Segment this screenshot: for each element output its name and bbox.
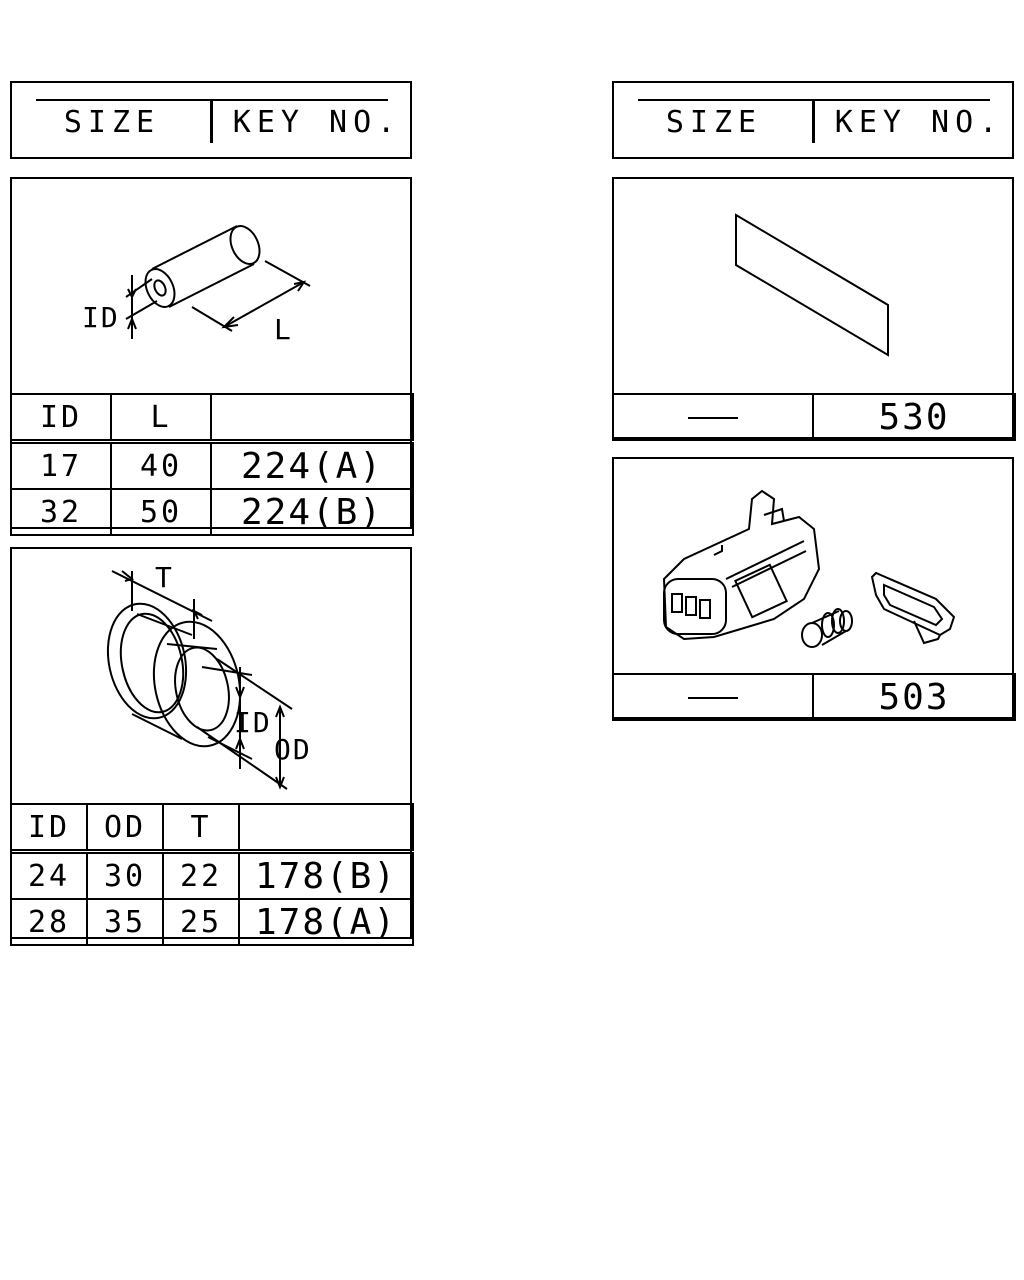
key-no-cell: 530 xyxy=(813,394,1015,440)
id-cell: 24 xyxy=(11,852,87,900)
id-cell: 28 xyxy=(11,899,87,945)
length-cell: 50 xyxy=(111,489,211,535)
left-header-box xyxy=(10,81,412,159)
table-row xyxy=(11,442,413,490)
table-header-row xyxy=(11,394,413,442)
sheet-panel xyxy=(612,177,1014,439)
table-row xyxy=(613,674,1015,720)
sheet-spec-table xyxy=(612,393,1016,441)
grommet-diagram xyxy=(12,549,410,804)
thickness-cell: 25 xyxy=(163,899,239,945)
od-cell: 35 xyxy=(87,899,163,945)
tube-diagram xyxy=(12,179,410,394)
key-no-header-label: KEY NO. xyxy=(232,105,402,140)
key-no-cell: 178(A) xyxy=(239,899,413,945)
table-row xyxy=(11,489,413,535)
table-row xyxy=(613,394,1015,440)
table-header-row xyxy=(11,804,413,852)
no-size-dash xyxy=(688,417,738,419)
size-cell xyxy=(613,674,813,720)
column-header: OD xyxy=(87,804,163,852)
table-row xyxy=(11,852,413,900)
connector-spec-table xyxy=(612,673,1016,721)
sheet-shape xyxy=(736,215,888,355)
tube-id-label: ID xyxy=(82,301,120,334)
column-header: T xyxy=(163,804,239,852)
column-header xyxy=(239,804,413,852)
column-header: ID xyxy=(11,804,87,852)
id-cell: 17 xyxy=(11,442,111,490)
grommet-t-label: T xyxy=(155,561,172,594)
tube-panel xyxy=(10,177,412,533)
size-header-label: SIZE xyxy=(665,105,763,140)
tube-spec-table xyxy=(10,393,414,536)
id-cell: 32 xyxy=(11,489,111,535)
grommet-spec-table xyxy=(10,803,414,946)
grommet-id-label: ID xyxy=(234,706,272,739)
key-no-cell: 224(A) xyxy=(211,442,413,490)
grommet-od-label: OD xyxy=(274,733,312,766)
table-row xyxy=(11,899,413,945)
thickness-cell: 22 xyxy=(163,852,239,900)
column-header xyxy=(211,394,413,442)
key-no-cell: 503 xyxy=(813,674,1015,720)
no-size-dash xyxy=(688,697,738,699)
tube-l-label: L xyxy=(274,313,291,346)
key-no-header-label: KEY NO. xyxy=(834,105,1004,140)
column-header: ID xyxy=(11,394,111,442)
header-divider xyxy=(812,99,815,143)
connector-panel xyxy=(612,457,1014,719)
size-header-label: SIZE xyxy=(63,105,161,140)
od-cell: 30 xyxy=(87,852,163,900)
right-header-box xyxy=(612,81,1014,159)
sheet-diagram xyxy=(614,179,1012,394)
grommet-panel xyxy=(10,547,412,943)
connector-diagram xyxy=(614,459,1012,674)
key-no-cell: 224(B) xyxy=(211,489,413,535)
column-header: L xyxy=(111,394,211,442)
key-no-cell: 178(B) xyxy=(239,852,413,900)
length-cell: 40 xyxy=(111,442,211,490)
size-cell xyxy=(613,394,813,440)
header-divider xyxy=(210,99,213,143)
